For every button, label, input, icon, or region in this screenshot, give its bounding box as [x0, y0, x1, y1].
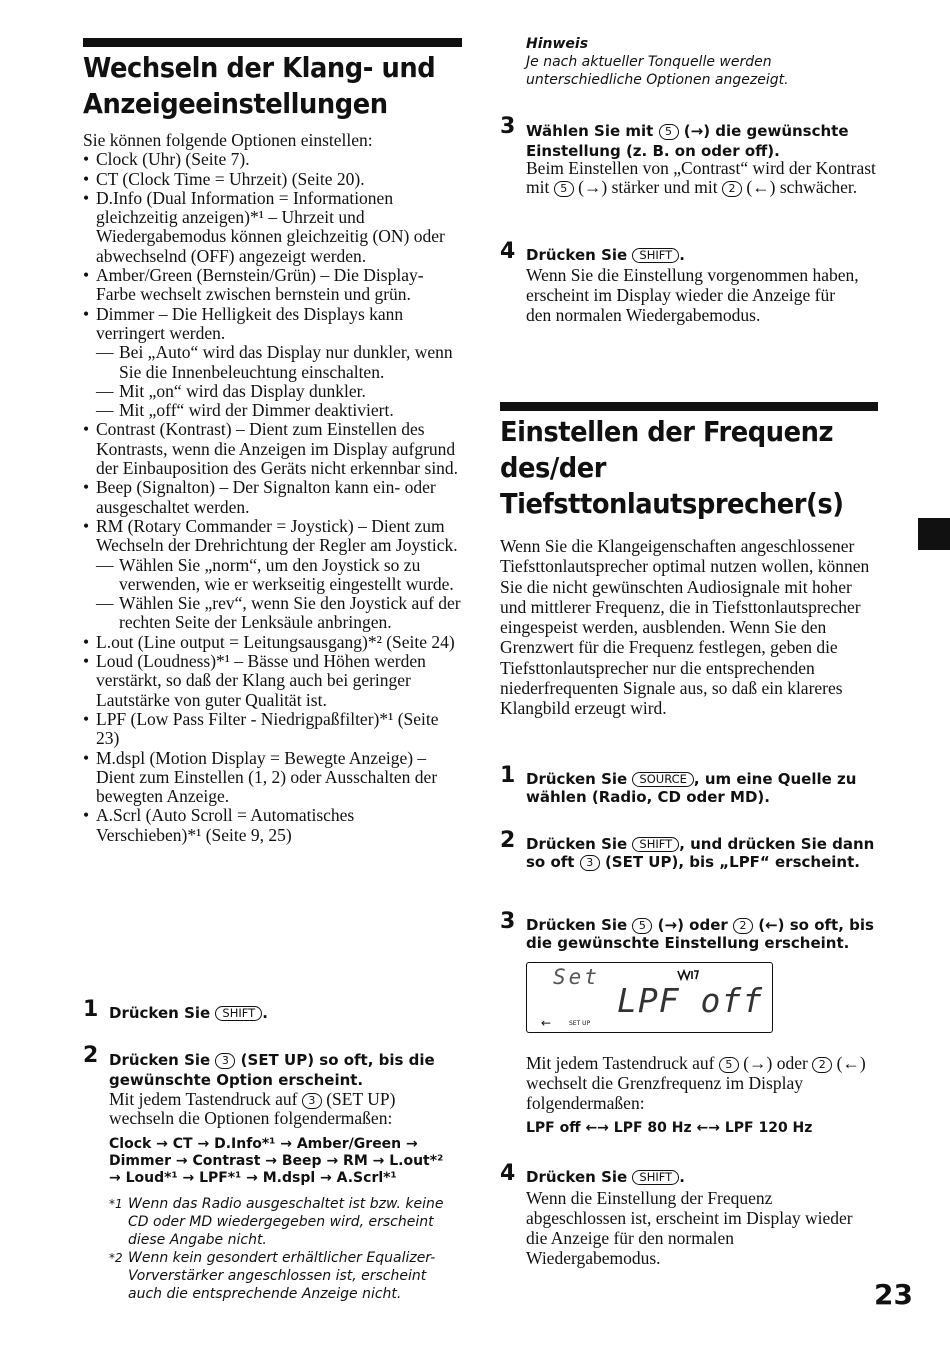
lcd-display-illustration: [526, 962, 773, 1033]
list-item: • L.out (Line output = Leitungsausgang)*² (Seite 24): [83, 633, 463, 652]
key-3: 3: [302, 1093, 322, 1109]
list-item: • Clock (Uhr) (Seite 7).: [83, 150, 463, 169]
options-list: [83, 150, 463, 343]
step-title: Drücken Sie SHIFT , und drücken Sie dann so oft 3 (SET UP), bis „LPF“ erscheint.: [526, 835, 875, 871]
step-number: 4: [500, 239, 516, 264]
step-body: Mit jedem Tastendruck auf 3 (SET UP) wechseln die Optionen folgendermaßen:: [109, 1089, 396, 1129]
shift-key: SHIFT: [632, 1170, 679, 1185]
rm-sub-list: [83, 556, 463, 633]
step-title: Drücken Sie SHIFT .: [526, 246, 685, 264]
footnote-marker: *1: [109, 1197, 123, 1211]
sub-list-item: — Mit „on“ wird das Display dunkler.: [83, 382, 463, 401]
step-body: Wenn Sie die Einstellung vorgenommen haben, erscheint im Display wieder die Anzeige für den normalen Wiedergabemodus.: [526, 265, 859, 325]
list-item: • Contrast (Kontrast) – Dient zum Einstellen des Kontrasts, wenn die Anzeigen im Display aufgrund der Einbauposition des Geräts nicht erkennbar sind.: [83, 420, 463, 478]
sequence-line: → Loud*¹ → LPF*¹ → M.dspl → A.Scrl*¹: [109, 1170, 397, 1186]
lcd-set-label: Set: [553, 965, 600, 989]
section-tab-marker: [918, 518, 950, 550]
key-2: 2: [722, 181, 742, 197]
lcd-setup-label: SET UP: [569, 1020, 591, 1027]
step-title: Drücken Sie SOURCE , um eine Quelle zu wählen (Radio, CD oder MD).: [526, 770, 857, 806]
note-text: Je nach aktueller Tonquelle werden unterschiedliche Optionen angezeigt.: [526, 54, 789, 88]
source-key: SOURCE: [632, 772, 693, 787]
dimmer-sub-list: [83, 343, 463, 420]
left-body: [83, 131, 463, 845]
sequence-line: Clock → CT → D.Info*¹ → Amber/Green →: [109, 1136, 418, 1152]
list-item: • A.Scrl (Auto Scroll = Automatisches Verschieben)*¹ (Seite 9, 25): [83, 806, 463, 845]
key-5: 5: [554, 181, 574, 197]
list-item: • Loud (Loudness)*¹ – Bässe und Höhen werden verstärkt, so daß der Klang auch bei geringer Lautstärke von guter Qualität ist.: [83, 652, 463, 710]
step-number: 3: [500, 114, 516, 139]
heading-rule-right: [500, 402, 878, 411]
options-intro: Sie können folgende Optionen einstellen:: [83, 130, 373, 150]
footnote-text: Wenn das Radio ausgeschaltet ist bzw. keine CD oder MD wiedergegeben wird, erscheint diese Angabe nicht.: [128, 1196, 444, 1248]
options-list-cont: [83, 420, 463, 555]
list-item: • CT (Clock Time = Uhrzeit) (Seite 20).: [83, 170, 463, 189]
note-title: Hinweis: [526, 36, 589, 52]
option-sequence: [109, 1136, 469, 1187]
sub-list-item: — Bei „Auto“ wird das Display nur dunkler, wenn Sie die Innenbeleuchtung einschalten.: [83, 343, 463, 382]
key-5: 5: [659, 124, 679, 140]
shift-key: SHIFT: [215, 1006, 262, 1021]
page-number: 23: [874, 1278, 913, 1311]
sub-list-item: — Wählen Sie „rev“, wenn Sie den Joystick auf der rechten Seite der Lenksäule anbringen.: [83, 594, 463, 633]
shift-key: SHIFT: [632, 248, 679, 263]
step-body: Wenn die Einstellung der Frequenz abgeschlossen ist, erscheint im Display wieder die Anzeige für den normalen Wiedergabemodus.: [526, 1188, 853, 1268]
step-number: 4: [500, 1161, 516, 1186]
note-block: [526, 35, 886, 89]
step-title: Drücken Sie SHIFT .: [526, 1168, 685, 1186]
lpf-intro: Wenn Sie die Klangeigenschaften angeschlossener Tiefsttonlautsprecher optimal nutzen wollen, können Sie die nicht gewünschten Audiosignale mit hoher und mittlerer Frequenz, die in Tiefsttonlautsprecher eingespeist werden, ausblenden. Wenn Sie den Grenzwert für die Frequenz festlegen, geben die Tiefsttonlautsprecher nur die entsprechenden niederfrequenten Signale aus, so daß ein klareres Klangbild erzeugt wird.: [500, 536, 870, 719]
list-item: • Dimmer – Die Helligkeit des Displays kann verringert werden.: [83, 305, 463, 344]
step-body: Beim Einstellen von „Contrast“ wird der Kontrast mit 5 (→) stärker und mit 2 (←) schwächer.: [526, 158, 876, 198]
key-5: 5: [632, 918, 652, 934]
footnote-marker: *2: [109, 1251, 123, 1265]
list-item: • D.Info (Dual Information = Informationen gleichzeitig anzeigen)*¹ – Uhrzeit und Wiedergabemodus können gleichzeitig (ON) oder abwechselnd (OFF) angezeigt werden.: [83, 189, 463, 266]
sub-list-item: — Mit „off“ wird der Dimmer deaktiviert.: [83, 401, 463, 420]
sub-list-item: — Wählen Sie „norm“, um den Joystick so zu verwenden, wie er werkseitig eingestellt wurde.: [83, 556, 463, 595]
step-number: 1: [83, 997, 99, 1022]
key-3: 3: [215, 1053, 235, 1069]
step-title: Wählen Sie mit 5 (→) die gewünschte Einstellung (z. B. on oder off).: [526, 122, 849, 160]
footnote-1: [109, 1195, 464, 1249]
section-heading-lpf: Einstellen der Frequenz des/der Tiefsttonlautsprecher(s): [500, 415, 844, 520]
key-2: 2: [812, 1057, 832, 1073]
list-item: • RM (Rotary Commander = Joystick) – Dient zum Wechseln der Drehrichtung der Regler am Joystick.: [83, 517, 463, 556]
step-title: Drücken Sie 3 (SET UP) so oft, bis die gewünschte Option erscheint.: [109, 1051, 435, 1089]
list-item: • Amber/Green (Bernstein/Grün) – Die Display-Farbe wechselt zwischen bernstein und grün.: [83, 266, 463, 305]
step-number: 2: [500, 828, 516, 853]
key-5: 5: [719, 1057, 739, 1073]
lcd-main-text: LPF off: [617, 981, 764, 1020]
step-title: Drücken Sie 5 (→) oder 2 (←) so oft, bis die gewünschte Einstellung erscheint.: [526, 916, 874, 952]
step-number: 1: [500, 763, 516, 788]
step-number: 2: [83, 1043, 99, 1068]
shift-key: SHIFT: [632, 837, 679, 852]
list-item: • LPF (Low Pass Filter - Niedrigpaßfilter)*¹ (Seite 23): [83, 710, 463, 749]
footnote-text: Wenn kein gesondert erhältlicher Equalizer-Vorverstärker angeschlossen ist, erscheint auch die entsprechende Anzeige nicht.: [128, 1250, 436, 1302]
key-2: 2: [733, 918, 753, 934]
key-3: 3: [580, 855, 600, 871]
left-arrow-icon: ←: [541, 1016, 552, 1030]
step-number: 3: [500, 909, 516, 934]
step-title: Drücken Sie SHIFT .: [109, 1004, 268, 1022]
list-item: • Beep (Signalton) – Der Signalton kann ein- oder ausgeschaltet werden.: [83, 478, 463, 517]
heading-rule-left: [83, 38, 462, 47]
section-heading-sound-display: Wechseln der Klang- und Anzeigeeinstellungen: [83, 51, 436, 120]
list-item: • M.dspl (Motion Display = Bewegte Anzeige) – Dient zum Einstellen (1, 2) oder Ausschalten der bewegten Anzeige.: [83, 749, 463, 807]
options-list-end: [83, 633, 463, 845]
footnote-2: [109, 1249, 464, 1303]
sequence-line: Dimmer → Contrast → Beep → RM → L.out*²: [109, 1153, 444, 1169]
step-body: Mit jedem Tastendruck auf 5 (→) oder 2 (←) wechselt die Grenzfrequenz im Display folgendermaßen:: [526, 1053, 866, 1113]
lpf-sequence: LPF off ←→ LPF 80 Hz ←→ LPF 120 Hz: [526, 1120, 813, 1136]
